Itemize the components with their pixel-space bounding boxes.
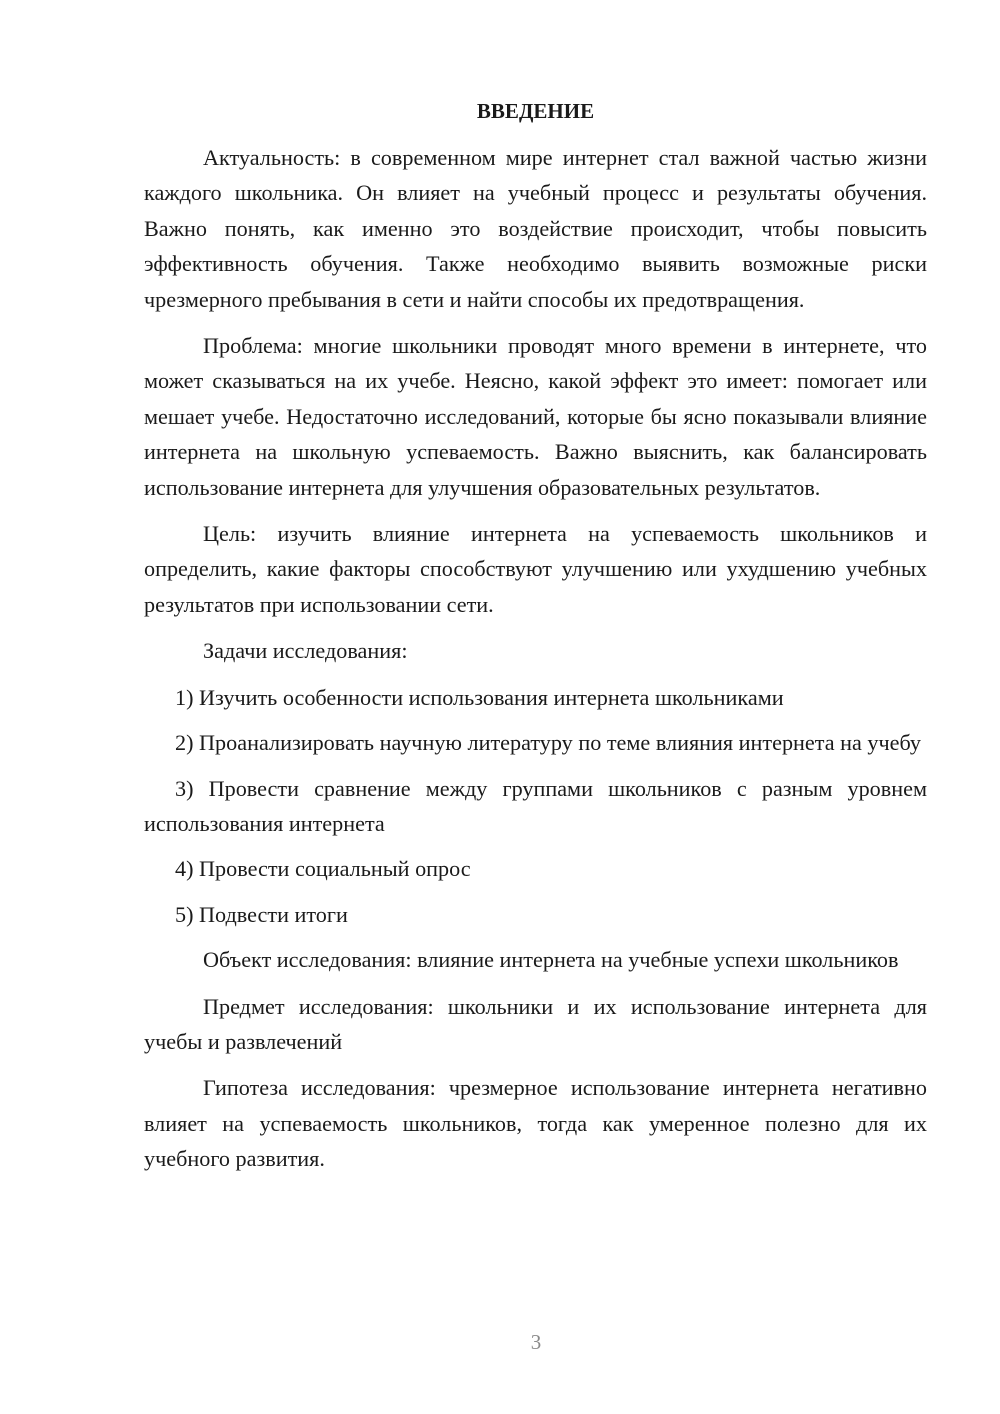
paragraph-tasks-heading: Задачи исследования:	[203, 638, 408, 664]
task-item-5: 5) Подвести итоги	[175, 901, 348, 927]
paragraph-goal: Цель: изучить влияние интернета на успеваемость школьников и определить, какие факторы способствуют улучшению или ухудшению учебных результатов при использовании сети.	[144, 521, 927, 617]
paragraph-problem: Проблема: многие школьники проводят много времени в интернете, что может сказываться на их учебе. Неясно, какой эффект это имеет: помогает или мешает учебе. Недостаточно исследований, которые бы ясно показывали влияние интернета на школьную успеваемость. Важно выяснить, как балансировать использование интернета для улучшения образовательных результатов.	[144, 333, 927, 500]
paragraph-object: Объект исследования: влияние интернета на учебные успехи школьников	[203, 947, 899, 973]
paragraph-hypothesis: Гипотеза исследования: чрезмерное использование интернета негативно влияет на успеваемость школьников, тогда как умеренное полезно для их учебного развития.	[144, 1075, 927, 1172]
document-body	[144, 96, 927, 1188]
paragraph-relevance: Актуальность: в современном мире интернет стал важной частью жизни каждого школьника. Он влияет на учебный процесс и результаты обучения. Важно понять, как именно это воздействие происходит, чтобы повысить эффективность обучения. Также необходимо выявить возможные риски чрезмерного пребывания в сети и найти способы их предотвращения.	[144, 145, 927, 312]
section-title: ВВЕДЕНИЕ	[476, 99, 595, 123]
paragraph-subject: Предмет исследования: школьники и их использование интернета для учебы и развлечений	[144, 993, 927, 1054]
task-item-1: 1) Изучить особенности использования интернета школьниками	[175, 684, 784, 710]
page-number: 3	[530, 1330, 542, 1354]
task-item-2: 2) Проанализировать научную литературу по теме влияния интернета на учебу	[175, 730, 922, 756]
task-item-3: 3) Провести сравнение между группами школьников с разным уровнем использования интернета	[144, 775, 927, 836]
task-item-4: 4) Провести социальный опрос	[175, 856, 471, 882]
